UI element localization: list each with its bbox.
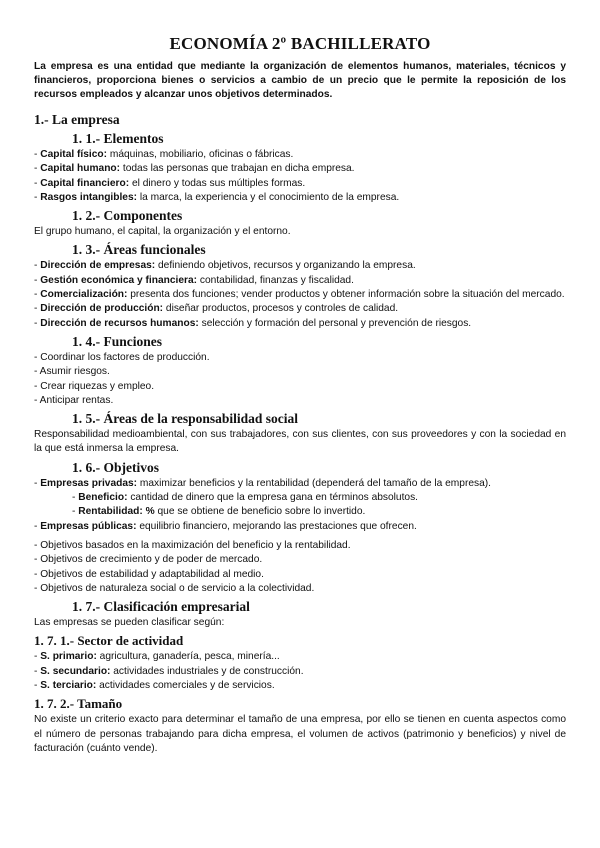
heading-objetivos: 1. 6.- Objetivos [72,459,159,475]
tamano-text: No existe un criterio exacto para determinar el tamaño de una empresa, por ello se tienen en cuenta aspectos como el número de personas trabajando para dicha empresa, el volumen de activos (patrimonio y beneficios) y nivel de facturación (cuánto vende). [34,714,566,754]
heading-areas-funcionales: 1. 3.- Áreas funcionales [72,242,206,258]
heading-tamano: 1. 7. 2.- Tamaño [34,696,123,712]
heading-la-empresa: 1.- La empresa [34,112,120,127]
elementos-item: - Capital financiero: el dinero y todas sus múltiples formas. [34,177,306,189]
heading-funciones: 1. 4.- Funciones [72,333,163,349]
clasificacion-text: Las empresas se pueden clasificar según: [34,617,225,629]
objetivos-item: - Objetivos basados en la maximización del beneficio y la rentabilidad. [34,539,351,551]
document-title: ECONOMÍA 2º BACHILLERATO [169,34,431,53]
areas-item: - Dirección de recursos humanos: selección y formación del personal y prevención de riesgos. [34,317,472,329]
sector-item: - S. primario: agricultura, ganadería, pesca, minería... [34,651,280,663]
heading-clasificacion: 1. 7.- Clasificación empresarial [72,599,250,615]
document-page [34,34,566,756]
objetivos-item: - Objetivos de crecimiento y de poder de mercado. [34,554,263,566]
objetivos-beneficio: - Beneficio: cantidad de dinero que la empresa gana en términos absolutos. [72,492,419,504]
objetivos-item: - Objetivos de naturaleza social o de servicio a la colectividad. [34,582,315,594]
heading-responsabilidad-social: 1. 5.- Áreas de la responsabilidad social [72,411,299,427]
responsabilidad-text: Responsabilidad medioambiental, con sus trabajadores, con sus clientes, con sus proveedores y con la sociedad en la que está inmersa la empresa. [34,429,566,455]
objetivos-rentabilidad: - Rentabilidad: % que se obtiene de beneficio sobre lo invertido. [72,506,366,518]
elementos-item: - Rasgos intangibles: la marca, la experiencia y el conocimiento de la empresa. [34,191,400,203]
areas-item: - Gestión económica y financiera: contabilidad, finanzas y fiscalidad. [34,274,354,286]
funciones-item: - Asumir riesgos. [34,366,110,378]
objetivos-publicas: - Empresas públicas: equilibrio financiero, mejorando las prestaciones que ofrecen. [34,520,417,532]
intro-paragraph: La empresa es una entidad que mediante la organización de elementos humanos, materiales, técnicos y financieros, proporciona bienes o servicios a cambio de un precio que le permite la reposición de los recursos empleados y alcanzar unos objetivos determinados. [34,61,566,100]
heading-componentes: 1. 2.- Componentes [72,208,183,224]
funciones-item: - Anticipar rentas. [34,394,114,406]
elementos-item: - Capital humano: todas las personas que trabajan en dicha empresa. [34,163,355,175]
areas-item: - Dirección de producción: diseñar productos, procesos y controles de calidad. [34,303,399,315]
elementos-item: - Capital físico: máquinas, mobiliario, oficinas o fábricas. [34,149,294,160]
objetivos-privadas: - Empresas privadas: maximizar beneficios y la rentabilidad (dependerá del tamaño de la empresa). [34,477,491,489]
heading-sector-actividad: 1. 7. 1.- Sector de actividad [34,633,184,649]
areas-item: - Dirección de empresas: definiendo objetivos, recursos y organizando la empresa. [34,260,416,272]
areas-item: - Comercialización: presenta dos funciones; vender productos y obtener información sobre la situación del mercado. [34,289,565,301]
funciones-item: - Coordinar los factores de producción. [34,351,210,363]
componentes-text: El grupo humano, el capital, la organización y el entorno. [34,226,291,238]
funciones-item: - Crear riquezas y empleo. [34,380,155,392]
sector-item: - S. terciario: actividades comerciales y de servicios. [34,680,275,692]
heading-elementos: 1. 1.- Elementos [72,131,164,146]
objetivos-item: - Objetivos de estabilidad y adaptabilidad al medio. [34,568,264,580]
sector-item: - S. secundario: actividades industriales y de construcción. [34,665,304,677]
